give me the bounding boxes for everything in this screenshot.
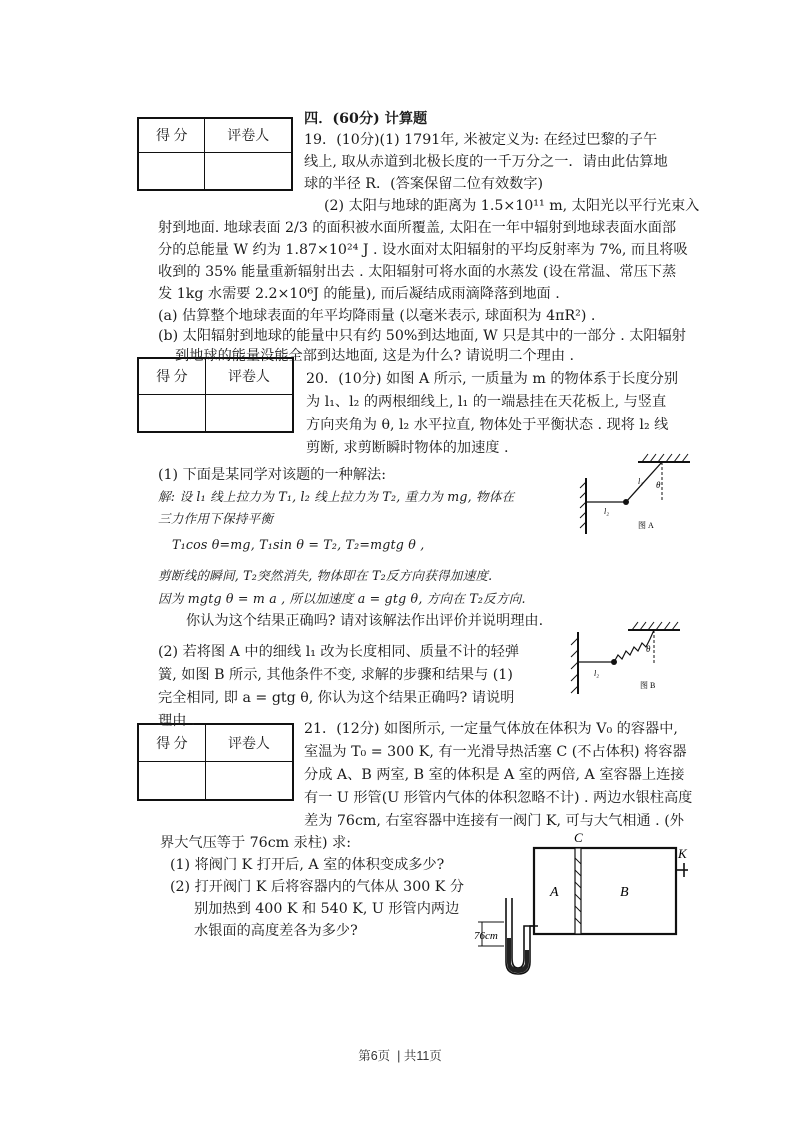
score-label: 得 分 [138,358,205,394]
q19-line: (b) 太阳辐射到地球的能量中只有约 50%到达地面, W 只是其中的一部分 . 太阳辐射 [158,328,686,344]
score-table-20 [137,357,294,433]
q19-line: 收到的 35% 能量重新辐射出去 . 太阳辐射可将水面的水蒸发 (设在常温、常压下蒸 [158,264,677,280]
q21-line: 有一 U 形管(U 形管内气体的体积忽略不计) . 两边水银柱高度 [304,790,693,806]
q21-line: 21．(12分) 如图所示, 一定量气体放在体积为 V₀ 的容器中, [304,721,678,737]
q19-line: (2) 太阳与地球的距离为 1.5×10¹¹ m, 太阳光以平行光束入 [324,198,700,214]
grader-cell[interactable] [205,152,292,190]
score-table-21 [137,723,294,801]
q19-line: (a) 估算整个地球表面的年平均降雨量 (以毫米表示, 球面积为 4πR²) . [158,308,596,324]
q21-sub: 别加热到 400 K 和 540 K, U 形管内两边 [194,901,460,917]
theta-label: θ [646,644,651,654]
q19-line: 到地球的能量没能全部到达地面, 这是为什么? 请说明二个理由 . [175,348,575,364]
page-footer [0,1046,800,1064]
solution-line: 三力作用下保持平衡 [158,511,274,526]
q21-line: 界大气压等于 76cm 汞柱) 求: [160,835,351,851]
q19-line: 分的总能量 W 约为 1.87×10²⁴ J . 设水面对太阳辐射的平均反射率为 7%, 而且将吸 [158,242,688,258]
score-label: 得 分 [138,118,205,152]
grader-cell[interactable] [205,761,293,800]
container-figure [474,818,700,986]
solution-line: 因为 mgtg θ = m a , 所以加速度 a = gtg θ, 方向在 T₂反方向. [158,591,526,606]
piston-c-label: C [574,830,583,845]
q20-line: 为 l₁、l₂ 的两根细线上, l₁ 的一端悬挂在天花板上, 与竖直 [306,394,667,410]
solution-line: 解: 设 l₁ 线上拉力为 T₁, l₂ 线上拉力为 T₂, 重力为 mg, 物体在 [158,489,515,504]
valve-k-label: K [678,846,687,861]
q20-part2-line: (2) 若将图 A 中的细线 l₁ 改为长度相同、质量不计的轻弹 [158,644,520,660]
score-table-19 [137,117,293,191]
figure-b-label: 图 B [640,681,656,690]
grader-label: 评卷人 [205,724,293,761]
q20-part2-line: 簧, 如图 B 所示, 其他条件不变, 求解的步骤和结果与 (1) [158,667,513,683]
q20-part1-intro: (1) 下面是某同学对该题的一种解法: [158,467,387,483]
q21-line: 差为 76cm, 右室容器中连接有一阀门 K, 可与大气相通 . (外 [304,813,684,829]
q21-sub: (1) 将阀门 K 打开后, A 室的体积变成多少? [170,857,445,873]
q19-line: 19．(10分)(1) 1791年, 米被定义为: 在经过巴黎的子午 [304,132,658,148]
q21-line: 室温为 T₀ = 300 K, 有一光滑导热活塞 C (不占体积) 将容器 [304,744,687,760]
q20-part2-line: 理由 . [158,713,196,729]
footer-separator: | [397,1049,401,1063]
q20-line: 剪断, 求剪断瞬时物体的加速度 . [306,440,509,456]
grader-cell[interactable] [205,394,293,432]
q19-line: 线上, 取从赤道到北极长度的一千万分之一．请由此估算地 [304,154,668,170]
q19-line: 发 1kg 水需要 2.2×10⁶J 的能量), 而后凝结成雨滴降落到地面 . [158,286,560,302]
score-cell[interactable] [138,761,205,800]
score-label: 得 分 [138,724,205,761]
q21-sub: 水银面的高度差各为多少? [194,923,358,939]
figure-a [578,448,698,548]
score-cell[interactable] [138,394,205,432]
page-number: 第6页 [358,1049,391,1063]
page-total: 共11页 [403,1049,442,1063]
q20-line: 20．(10分) 如图 A 所示, 一质量为 m 的物体系于长度分别 [306,371,679,387]
q19-line: 射到地面. 地球表面 2/3 的面积被水面所覆盖, 太阳在一年中辐射到地球表面水面部 [158,220,677,236]
q20-line: 方向夹角为 θ, l₂ 水平拉直, 物体处于平衡状态 . 现将 l₂ 线 [306,417,669,433]
figure-a-label: 图 A [638,521,654,530]
l1-label: l₁ [638,477,644,486]
l2-label: l₂ [594,669,600,678]
solution-line: 剪断线的瞬间, T₂突然消失, 物体即在 T₂反方向获得加速度. [158,568,493,583]
q21-line: 分成 A、B 两室, B 室的体积是 A 室的两倍, A 室容器上连接 [304,767,685,783]
q21-sub: (2) 打开阀门 K 后将容器内的气体从 300 K 分 [170,879,465,895]
solution-line: T₁cos θ=mg, T₁sin θ = T₂, T₂=mgtg θ , [172,537,425,552]
score-cell[interactable] [138,152,205,190]
chamber-b-label: B [620,885,629,900]
figure-b [566,618,686,700]
l2-label: l₂ [604,507,610,516]
q20-part2-line: 完全相同, 即 a = gtg θ, 你认为这个结果正确吗? 请说明 [158,690,515,706]
section-title: 四．(60分) 计算题 [304,111,428,127]
theta-label: θ [656,480,661,490]
grader-label: 评卷人 [205,118,292,152]
height-76cm-label: 76cm [474,930,498,942]
grader-label: 评卷人 [205,358,293,394]
q20-evaluate: 你认为这个结果正确吗? 请对该解法作出评价并说明理由. [186,613,544,629]
chamber-a-label: A [550,885,559,900]
q19-line: 球的半径 R．(答案保留二位有效数字) [304,176,544,192]
